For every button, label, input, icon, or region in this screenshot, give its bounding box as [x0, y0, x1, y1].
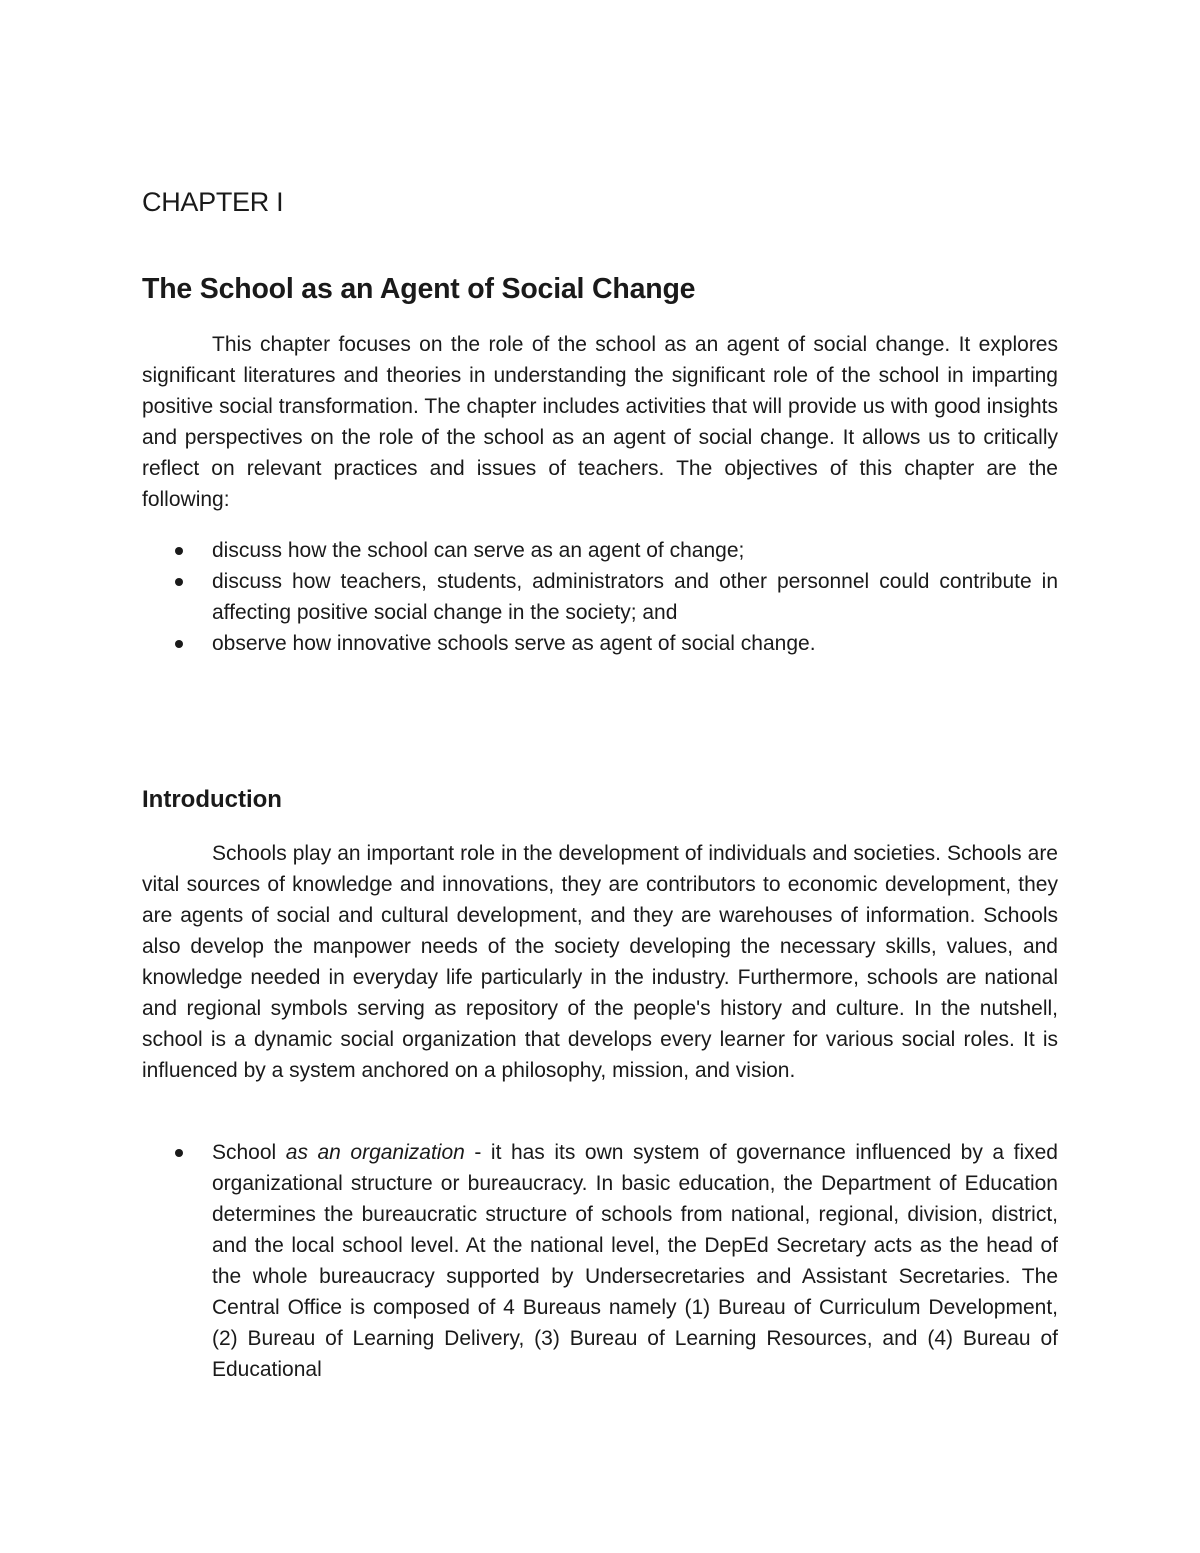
bullet-icon [175, 578, 183, 586]
introduction-list [142, 1137, 1058, 1385]
list-item [142, 628, 1058, 659]
chapter-title: The School as an Agent of Social Change [142, 273, 696, 305]
list-item [142, 566, 1058, 628]
list-item-lead: School [212, 1141, 286, 1164]
list-item [142, 535, 1058, 566]
list-item-text: - it has its own system of governance influenced by a fixed organizational structure or bureaucracy. In basic education, the Department of Education determines the bureaucratic structure of schools from national, regional, division, district, and the local school level. At the national level, the DepEd Secretary acts as the head of the whole bureaucracy supported by Undersecretaries and Assistant Secretaries. The Central Office is composed of 4 Bureaus namely (1) Bureau of Curriculum Development, (2) Bureau of Learning Delivery, (3) Bureau of Learning Resources, and (4) Bureau of Educational [212, 1141, 1058, 1381]
list-item-text: observe how innovative schools serve as agent of social change. [212, 632, 816, 655]
chapter-label: CHAPTER I [142, 187, 284, 217]
bullet-icon [175, 547, 183, 555]
chapter-overview-paragraph: This chapter focuses on the role of the school as an agent of social change. It explores significant literatures and theories in understanding the significant role of the school in imparting positive social transformation. The chapter includes activities that will provide us with good insights and perspectives on the role of the school as an agent of social change. It allows us to critically reflect on relevant practices and issues of teachers. The objectives of this chapter are the following: [142, 333, 1058, 511]
introduction-heading: Introduction [142, 786, 282, 813]
list-item-text: discuss how the school can serve as an agent of change; [212, 539, 745, 562]
bullet-icon [175, 1149, 183, 1157]
introduction-paragraph: Schools play an important role in the development of individuals and societies. Schools are vital sources of knowledge and innovations, they are contributors to economic development, they are agents of social and cultural development, and they are warehouses of information. Schools also develop the manpower needs of the society developing the necessary skills, values, and knowledge needed in everyday life particularly in the industry. Furthermore, schools are national and regional symbols serving as repository of the people's history and culture. In the nutshell, school is a dynamic social organization that develops every learner for various social roles. It is influenced by a system anchored on a philosophy, mission, and vision. [142, 842, 1058, 1082]
list-item-text: discuss how teachers, students, administrators and other personnel could contribute in affecting positive social change in the society; and [212, 570, 1058, 624]
list-item [142, 1137, 1058, 1385]
list-item-emphasis: as an organization [285, 1141, 465, 1164]
objectives-list [142, 535, 1058, 659]
bullet-icon [175, 640, 183, 648]
